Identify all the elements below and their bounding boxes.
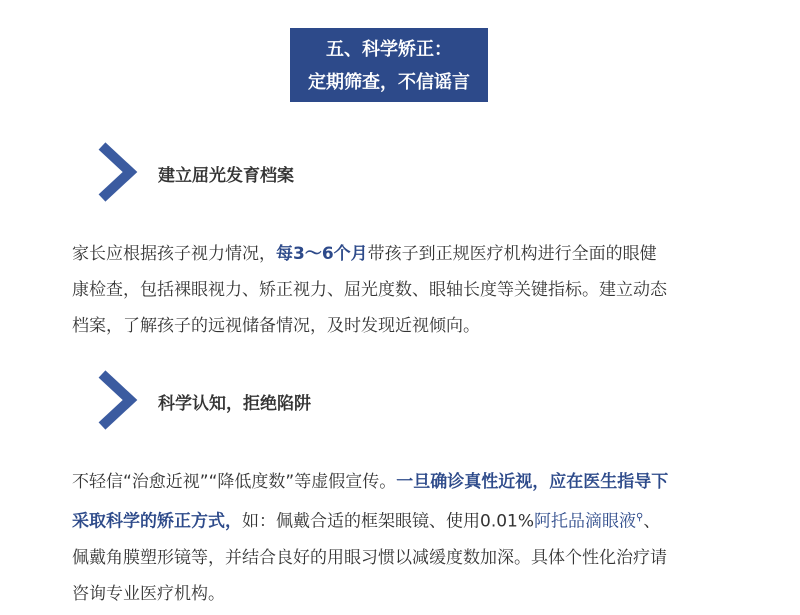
subsection-heading-records: 建立屈光发育档案 xyxy=(158,166,294,186)
subsection-heading-awareness: 科学认知，拒绝陷阱 xyxy=(158,394,311,414)
paragraph-records-line2: 康检查，包括裸眼视力、矫正视力、屈光度数、眼轴长度等关键指标。建立动态 xyxy=(72,280,667,300)
highlight-correction: 采取科学的矫正方式， xyxy=(72,511,242,532)
search-icon[interactable]: ⚲ xyxy=(636,512,644,523)
paragraph-awareness-line3: 佩戴角膜塑形镜等，并结合良好的用眼习惯以减缓度数加深。具体个性化治疗请 xyxy=(72,547,667,568)
paragraph-awareness-line2: 采取科学的矫正方式，如：佩戴合适的框架眼镜、使用0.01%阿托品滴眼液⚲、 xyxy=(72,511,661,532)
highlight-frequency: 每3～6个月 xyxy=(276,244,368,264)
chevron-right-icon xyxy=(96,142,138,202)
paragraph-records xyxy=(72,236,732,344)
section-banner xyxy=(290,28,488,102)
paragraph-awareness-line4: 咨询专业医疗机构。 xyxy=(72,583,225,604)
paragraph-awareness xyxy=(72,464,732,612)
highlight-diagnosis: 一旦确诊真性近视，应在医生指导下 xyxy=(396,472,669,492)
section-banner-line2: 定期筛查，不信谣言 xyxy=(308,72,470,93)
paragraph-awareness-line1: 不轻信“治愈近视”“降低度数”等虚假宣传。一旦确诊真性近视，应在医生指导下 xyxy=(72,472,669,492)
atropine-search-link[interactable]: 阿托品滴眼液 xyxy=(534,511,637,532)
section-banner-line1: 五、科学矫正： xyxy=(326,39,452,60)
paragraph-records-line1: 家长应根据孩子视力情况，每3～6个月带孩子到正规医疗机构进行全面的眼健 xyxy=(72,244,657,264)
chevron-right-icon xyxy=(96,370,138,430)
paragraph-records-line3: 档案，了解孩子的远视储备情况，及时发现近视倾向。 xyxy=(72,316,480,336)
